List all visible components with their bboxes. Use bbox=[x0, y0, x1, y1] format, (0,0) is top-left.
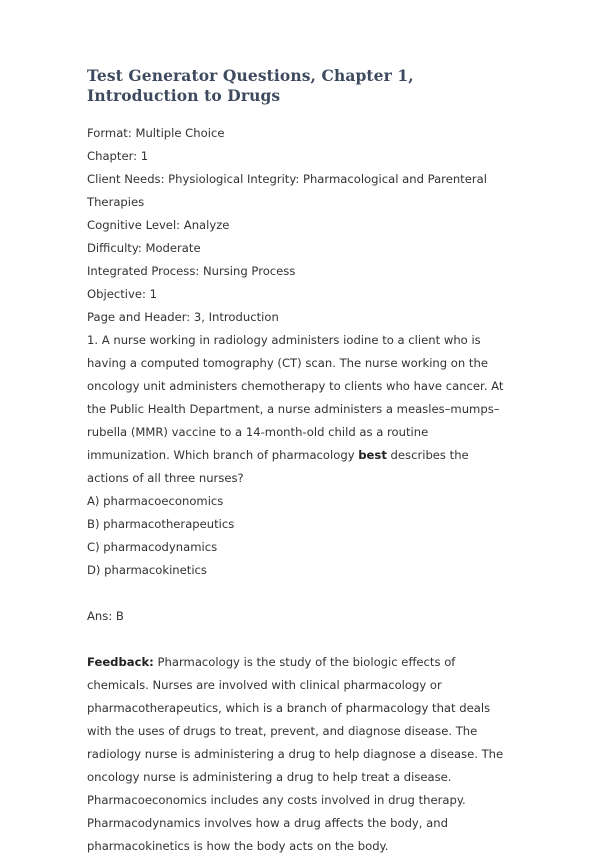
metadata-line-difficulty: Difficulty: Moderate bbox=[87, 241, 201, 255]
question-stem-part-2: describes the actions of all three nurses? bbox=[87, 448, 469, 485]
feedback-paragraph bbox=[87, 651, 512, 858]
spacer-before-answer bbox=[87, 582, 512, 605]
answer-options bbox=[87, 490, 512, 582]
metadata-line-page-and-header: Page and Header: 3, Introduction bbox=[87, 310, 279, 324]
spacer-before-feedback bbox=[87, 628, 512, 651]
question-stem-part-1: 1. A nurse working in radiology administers iodine to a client who is having a computed tomography (CT) scan. The nurse working on the oncology unit administers chemotherapy to clients who have cancer. At the Public Health Department, a nurse administers a measles–mumps–rubella (MMR) vaccine to a 14-month-old child as a routine immunization. Which branch of pharmacology bbox=[87, 333, 504, 462]
option-b[interactable]: B) pharmacotherapeutics bbox=[87, 517, 235, 531]
metadata-line-chapter: Chapter: 1 bbox=[87, 149, 149, 163]
page-title: Test Generator Questions, Chapter 1, Introduction to Drugs bbox=[87, 66, 414, 105]
option-a[interactable]: A) pharmacoeconomics bbox=[87, 494, 224, 508]
question-stem bbox=[87, 329, 512, 490]
option-d[interactable]: D) pharmacokinetics bbox=[87, 563, 207, 577]
metadata-line-objective: Objective: 1 bbox=[87, 287, 157, 301]
option-c[interactable]: C) pharmacodynamics bbox=[87, 540, 218, 554]
metadata-block bbox=[87, 122, 512, 329]
metadata-line-format: Format: Multiple Choice bbox=[87, 126, 225, 140]
metadata-line-cognitive-level: Cognitive Level: Analyze bbox=[87, 218, 230, 232]
feedback-text: Pharmacology is the study of the biologic effects of chemicals. Nurses are involved with clinical pharmacology or pharmacotherapeutics, which is a branch of pharmacology that deals with the uses of drugs to treat, prevent, and diagnose disease. The radiology nurse is administering a drug to help diagnose a disease. The oncology nurse is administering a drug to help treat a disease. Pharmacoeconomics includes any costs involved in drug therapy. Pharmacodynamics involves how a drug affects the body, and pharmacokinetics is how the body acts on the body. bbox=[87, 655, 504, 853]
question-emphasis-best: best bbox=[358, 448, 387, 462]
metadata-line-client-needs: Client Needs: Physiological Integrity: Pharmacological and Parenteral Therapies bbox=[87, 172, 487, 209]
feedback-label: Feedback: bbox=[87, 655, 154, 669]
metadata-line-integrated-process: Integrated Process: Nursing Process bbox=[87, 264, 296, 278]
answer-key: Ans: B bbox=[87, 609, 124, 623]
